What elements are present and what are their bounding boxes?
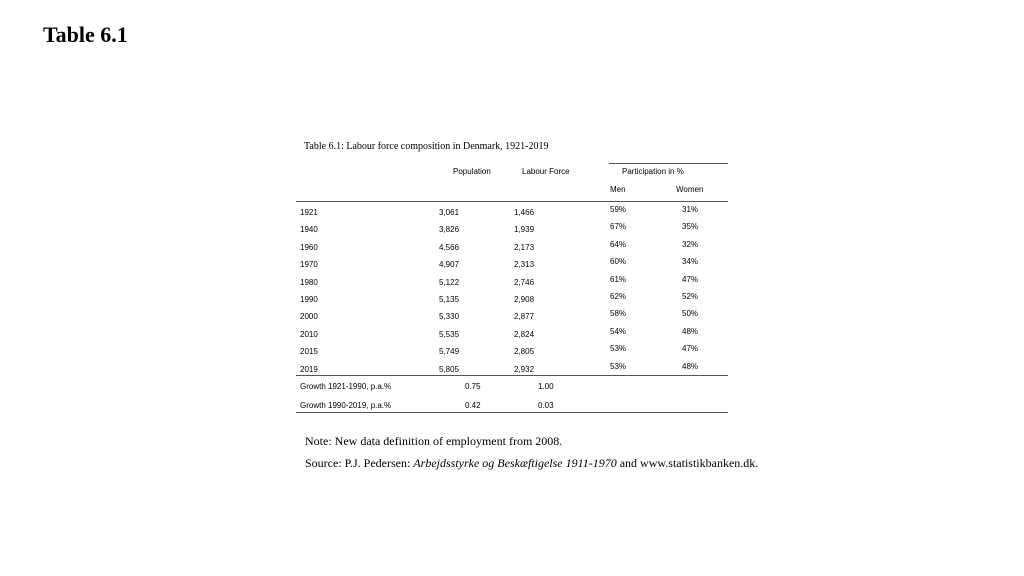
row-labour-force: 1,939 bbox=[514, 225, 535, 235]
row-women: 31% bbox=[682, 205, 699, 214]
row-labour-force: 2,746 bbox=[514, 277, 535, 287]
row-women: 35% bbox=[682, 222, 699, 232]
row-labour-force: 2,908 bbox=[514, 295, 535, 304]
row-men: 64% bbox=[610, 239, 627, 249]
row-women: 47% bbox=[682, 274, 699, 284]
header-bottom-rule bbox=[296, 201, 728, 202]
slide-title: Table 6.1 bbox=[43, 22, 128, 47]
growth-population: 0.75 bbox=[465, 382, 481, 391]
source-prefix: Source: P.J. Pedersen: bbox=[305, 456, 414, 470]
row-women: 48% bbox=[682, 361, 699, 371]
row-women: 34% bbox=[682, 257, 699, 267]
row-labour-force: 2,313 bbox=[514, 260, 535, 270]
row-men: 53% bbox=[610, 361, 627, 371]
row-year: 1921 bbox=[300, 208, 318, 217]
row-year: 2019 bbox=[300, 364, 318, 374]
row-population: 5,535 bbox=[439, 329, 460, 339]
growth-label: Growth 1990-2019, p.a.% bbox=[300, 401, 392, 410]
row-population: 5,330 bbox=[439, 312, 460, 322]
table-note: Note: New data definition of employment from 2008. bbox=[305, 434, 563, 448]
header-women: Women bbox=[676, 185, 704, 194]
row-men: 58% bbox=[610, 309, 627, 319]
header-participation: Participation in % bbox=[622, 167, 684, 176]
row-population: 5,122 bbox=[439, 277, 460, 287]
source-title: Arbejdsstyrke og Beskæftigelse 1911-1970 bbox=[413, 456, 617, 470]
row-year: 1990 bbox=[300, 295, 318, 304]
row-labour-force: 2,932 bbox=[514, 364, 535, 374]
row-men: 62% bbox=[610, 292, 627, 301]
row-population: 5,805 bbox=[439, 364, 460, 374]
row-men: 53% bbox=[610, 344, 627, 354]
row-year: 1980 bbox=[300, 277, 318, 287]
row-labour-force: 2,173 bbox=[514, 242, 535, 252]
row-population: 3,061 bbox=[439, 208, 460, 217]
table-top-rule bbox=[609, 163, 728, 164]
header-population: Population bbox=[453, 167, 491, 176]
header-labour-force: Labour Force bbox=[522, 167, 570, 176]
row-labour-force: 2,824 bbox=[514, 329, 535, 339]
row-men: 54% bbox=[610, 326, 627, 336]
row-year: 1960 bbox=[300, 242, 318, 252]
row-women: 52% bbox=[682, 292, 699, 301]
header-men: Men bbox=[610, 185, 626, 194]
row-year: 1970 bbox=[300, 260, 318, 270]
row-men: 59% bbox=[610, 205, 627, 214]
growth-labour-force: 1.00 bbox=[538, 382, 554, 391]
row-population: 5,135 bbox=[439, 295, 460, 304]
row-men: 61% bbox=[610, 274, 627, 284]
table-bottom-rule bbox=[296, 412, 728, 413]
row-population: 3,826 bbox=[439, 225, 460, 235]
row-women: 48% bbox=[682, 326, 699, 336]
row-men: 60% bbox=[610, 257, 627, 267]
row-population: 5,749 bbox=[439, 347, 460, 357]
table-source bbox=[305, 456, 758, 471]
row-year: 2000 bbox=[300, 312, 318, 322]
source-suffix: and www.statistikbanken.dk. bbox=[616, 456, 759, 470]
row-men: 67% bbox=[610, 222, 627, 232]
row-population: 4,907 bbox=[439, 260, 460, 270]
row-year: 1940 bbox=[300, 225, 318, 235]
row-year: 2010 bbox=[300, 329, 318, 339]
row-year: 2015 bbox=[300, 347, 318, 357]
row-labour-force: 2,877 bbox=[514, 312, 535, 322]
row-labour-force: 1,466 bbox=[514, 208, 535, 217]
growth-population: 0.42 bbox=[465, 401, 481, 410]
row-women: 47% bbox=[682, 344, 699, 354]
row-women: 50% bbox=[682, 309, 699, 319]
row-population: 4,566 bbox=[439, 242, 460, 252]
rows-bottom-rule bbox=[296, 375, 728, 376]
row-women: 32% bbox=[682, 239, 699, 249]
table-caption: Table 6.1: Labour force composition in Denmark, 1921-2019 bbox=[304, 141, 549, 152]
growth-label: Growth 1921-1990, p.a.% bbox=[300, 382, 392, 391]
row-labour-force: 2,805 bbox=[514, 347, 535, 357]
growth-labour-force: 0.03 bbox=[538, 401, 554, 410]
